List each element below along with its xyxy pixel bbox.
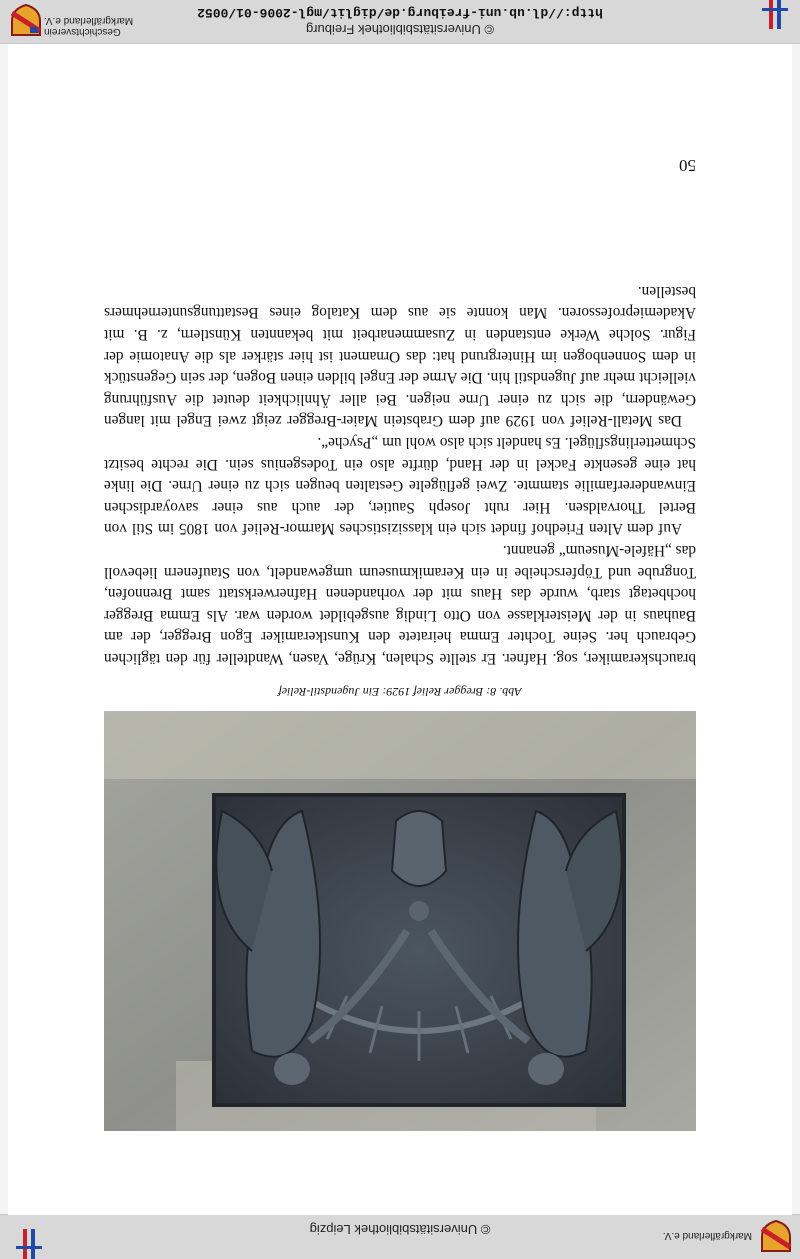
- university-emblem-icon: [760, 0, 790, 29]
- paragraph: Auf dem Alten Friedhof findet sich ein klassizistisches Marmor-Relief von 1805 im Stil von Bertel Thorvaldsen. Hier ruht Joseph Sautier, der auch aus einer savoyardischen Einwandererfamilie stammte. Zwei geflügelte Gestalten beugen sich zu einer Urne. Die linke hat eine gesenkte Fackel in der Hand, dürfte also ein Todesgenius sein. Die rechte besitzt Schmetterlingsflügel. Es handelt sich also wohl um „Psyche“.: [104, 434, 696, 538]
- header-bar: [0, 0, 800, 44]
- footer-copyright: © Universitätsbibliothek Leipzig: [309, 1222, 491, 1237]
- association-line1: Geschichtsverein: [44, 26, 121, 37]
- association-line2: Markgräflerland e.V.: [44, 15, 134, 26]
- paragraph: Das Metall-Relief von 1929 auf dem Grabstein Maier-Bregger zeigt zwei Engel mit langen Gewändern, die sich zu einer Urne neigen. Bei aller Ähnlichkeit deutet die Ausführung vielleicht mehr auf Jugendstil hin. Die Arme der Engel bilden einen Bogen, der sein Gegenstück in dem Sonnenbogen im Hintergrund hat: das Ornament ist hier stärker als die Anatomie der Figur. Solche Werke entstanden in Zusammenarbeit mit bekannten Künstlern, z. B. mit Akademieprofessoren. Man konnte sie aus dem Katalog eines Bestattungsunternehmers bestellen.: [104, 282, 696, 430]
- scanned-page: [8, 44, 792, 1215]
- figure-caption: Abb. 8: Bregger Relief 1929: Ein Jugendstil-Relief: [278, 685, 522, 699]
- paragraph: brauchskeramiker, sog. Hafner. Er stellte Schalen, Krüge, Vasen, Wandteller für den täglichen Gebrauch her. Seine Tochter Emma heiratete den Kunstkeramiker Egon Bregger, der am Bauhaus in der Meisterklasse von Otto Lindig ausgebildet worden war. Als Emma Bregger hochbetagt starb, wurde das Haus mit der vorhandenen Hafnerwerkstatt samt Brennofen, Tongrube und Töpferscheibe in ein Keramikmuseum umgewandelt, von Staufenern liebevoll das „Häfele-Museum“ genannt.: [104, 542, 696, 667]
- association-name: [44, 15, 144, 37]
- header-copyright: © Universitätsbibliothek Freiburg: [305, 22, 495, 37]
- association-crest-icon: [8, 3, 44, 39]
- body-text: [104, 280, 696, 669]
- footer-association: Markgräflerland e.V.: [662, 1230, 752, 1241]
- university-logo-icon: [14, 1229, 44, 1259]
- relief-photo: [104, 711, 696, 1131]
- footer-bar: [0, 1214, 800, 1259]
- page-number: 50: [679, 156, 696, 175]
- document-url-link[interactable]: http://dl.ub.uni-freiburg.de/diglit/mgl-2006-01/0052: [197, 5, 603, 20]
